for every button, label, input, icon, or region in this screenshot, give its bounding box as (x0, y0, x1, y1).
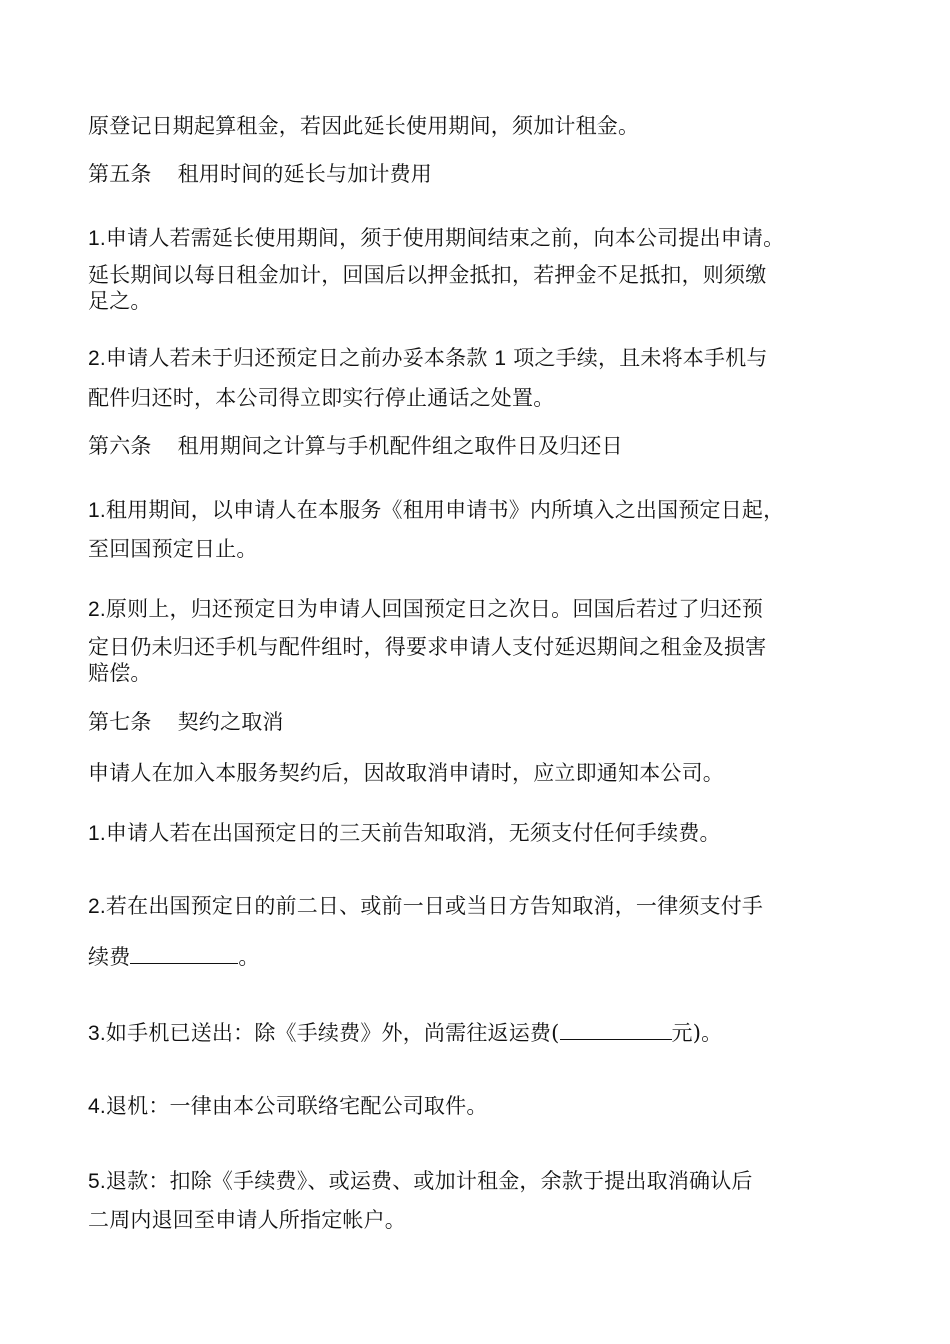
article-7-label: 第七条 (88, 710, 152, 734)
item-text: 元)。 (671, 1021, 723, 1045)
item-text: 如手机已送出：除《手续费》外，尚需往返运费( (105, 1021, 560, 1045)
item-text: 申请人若需延长使用期间，须于使用期间结束之前，向本公司提出申请。 (105, 226, 785, 250)
item-text: 续费 (88, 945, 131, 969)
article-6-label: 第六条 (88, 434, 152, 458)
inline-number: 1 (494, 347, 507, 370)
article-7-item-5-line-2: 二周内退回至申请人所指定帐户。 (88, 1208, 406, 1232)
item-text: 。 (238, 945, 260, 969)
paragraph-continuation: 原登记日期起算租金，若因此延长使用期间，须加计租金。 (88, 114, 640, 138)
article-5-item-2-line-2: 配件归还时，本公司得立即实行停止通话之处置。 (88, 386, 555, 410)
article-5-item-2-line-1 (88, 345, 768, 372)
item-number: 5. (88, 1170, 106, 1193)
article-6-item-1-line-2: 至回国预定日止。 (88, 537, 258, 561)
article-7-intro: 申请人在加入本服务契约后，因故取消申请时，应立即通知本公司。 (88, 761, 724, 785)
article-6-item-2-line-3: 赔偿。 (88, 661, 152, 685)
item-text: 退机：一律由本公司联络宅配公司取件。 (105, 1094, 488, 1118)
article-7-title: 契约之取消 (177, 710, 284, 734)
article-5-item-1-line-3: 足之。 (88, 289, 152, 313)
article-6-title: 租用期间之计算与手机配件组之取件日及归还日 (177, 434, 623, 458)
article-7-item-5-line-1 (88, 1168, 753, 1195)
item-number: 2. (88, 598, 106, 621)
item-text: 项之手续，且未将本手机与 (513, 346, 768, 370)
article-6-item-2-line-1 (88, 596, 763, 623)
article-7-item-2-line-2 (88, 943, 260, 970)
item-text: 原则上，归还预定日为申请人回国预定日之次日。回国后若过了归还预 (105, 597, 764, 621)
item-number: 1. (88, 499, 106, 522)
item-text: 若在出国预定日的前二日、或前一日或当日方告知取消，一律须支付手 (105, 894, 764, 918)
article-7-item-3 (88, 1019, 722, 1047)
item-number: 4. (88, 1095, 106, 1118)
fee-blank[interactable] (130, 943, 238, 964)
item-text: 申请人若在出国预定日的三天前告知取消，无须支付任何手续费。 (105, 821, 721, 845)
item-number: 3. (88, 1022, 106, 1045)
article-6-item-2-line-2: 定日仍未归还手机与配件组时，得要求申请人支付延迟期间之租金及损害 (88, 635, 767, 659)
article-5-heading (88, 161, 432, 187)
item-text: 租用期间，以申请人在本服务《租用申请书》内所填入之出国预定日起， (105, 498, 785, 522)
article-7-item-1 (88, 820, 721, 847)
article-6-heading (88, 433, 623, 459)
item-number: 2. (88, 895, 106, 918)
article-5-item-1-line-2: 延长期间以每日租金加计，回国后以押金抵扣，若押金不足抵扣，则须缴 (88, 263, 767, 287)
shipping-fee-blank[interactable] (560, 1019, 672, 1040)
item-number: 1. (88, 822, 106, 845)
article-7-item-4 (88, 1093, 488, 1120)
article-6-item-1-line-1 (88, 497, 784, 524)
item-text: 退款：扣除《手续费》、或运费、或加计租金，余款于提出取消确认后 (105, 1169, 753, 1193)
article-7-item-2-line-1 (88, 893, 763, 920)
item-number: 1. (88, 227, 106, 250)
article-5-item-1-line-1 (88, 225, 784, 252)
article-5-title: 租用时间的延长与加计费用 (177, 162, 433, 186)
item-text: 申请人若未于归还预定日之前办妥本条款 (105, 346, 488, 370)
article-5-label: 第五条 (88, 162, 152, 186)
article-7-heading (88, 709, 284, 735)
item-number: 2. (88, 347, 106, 370)
